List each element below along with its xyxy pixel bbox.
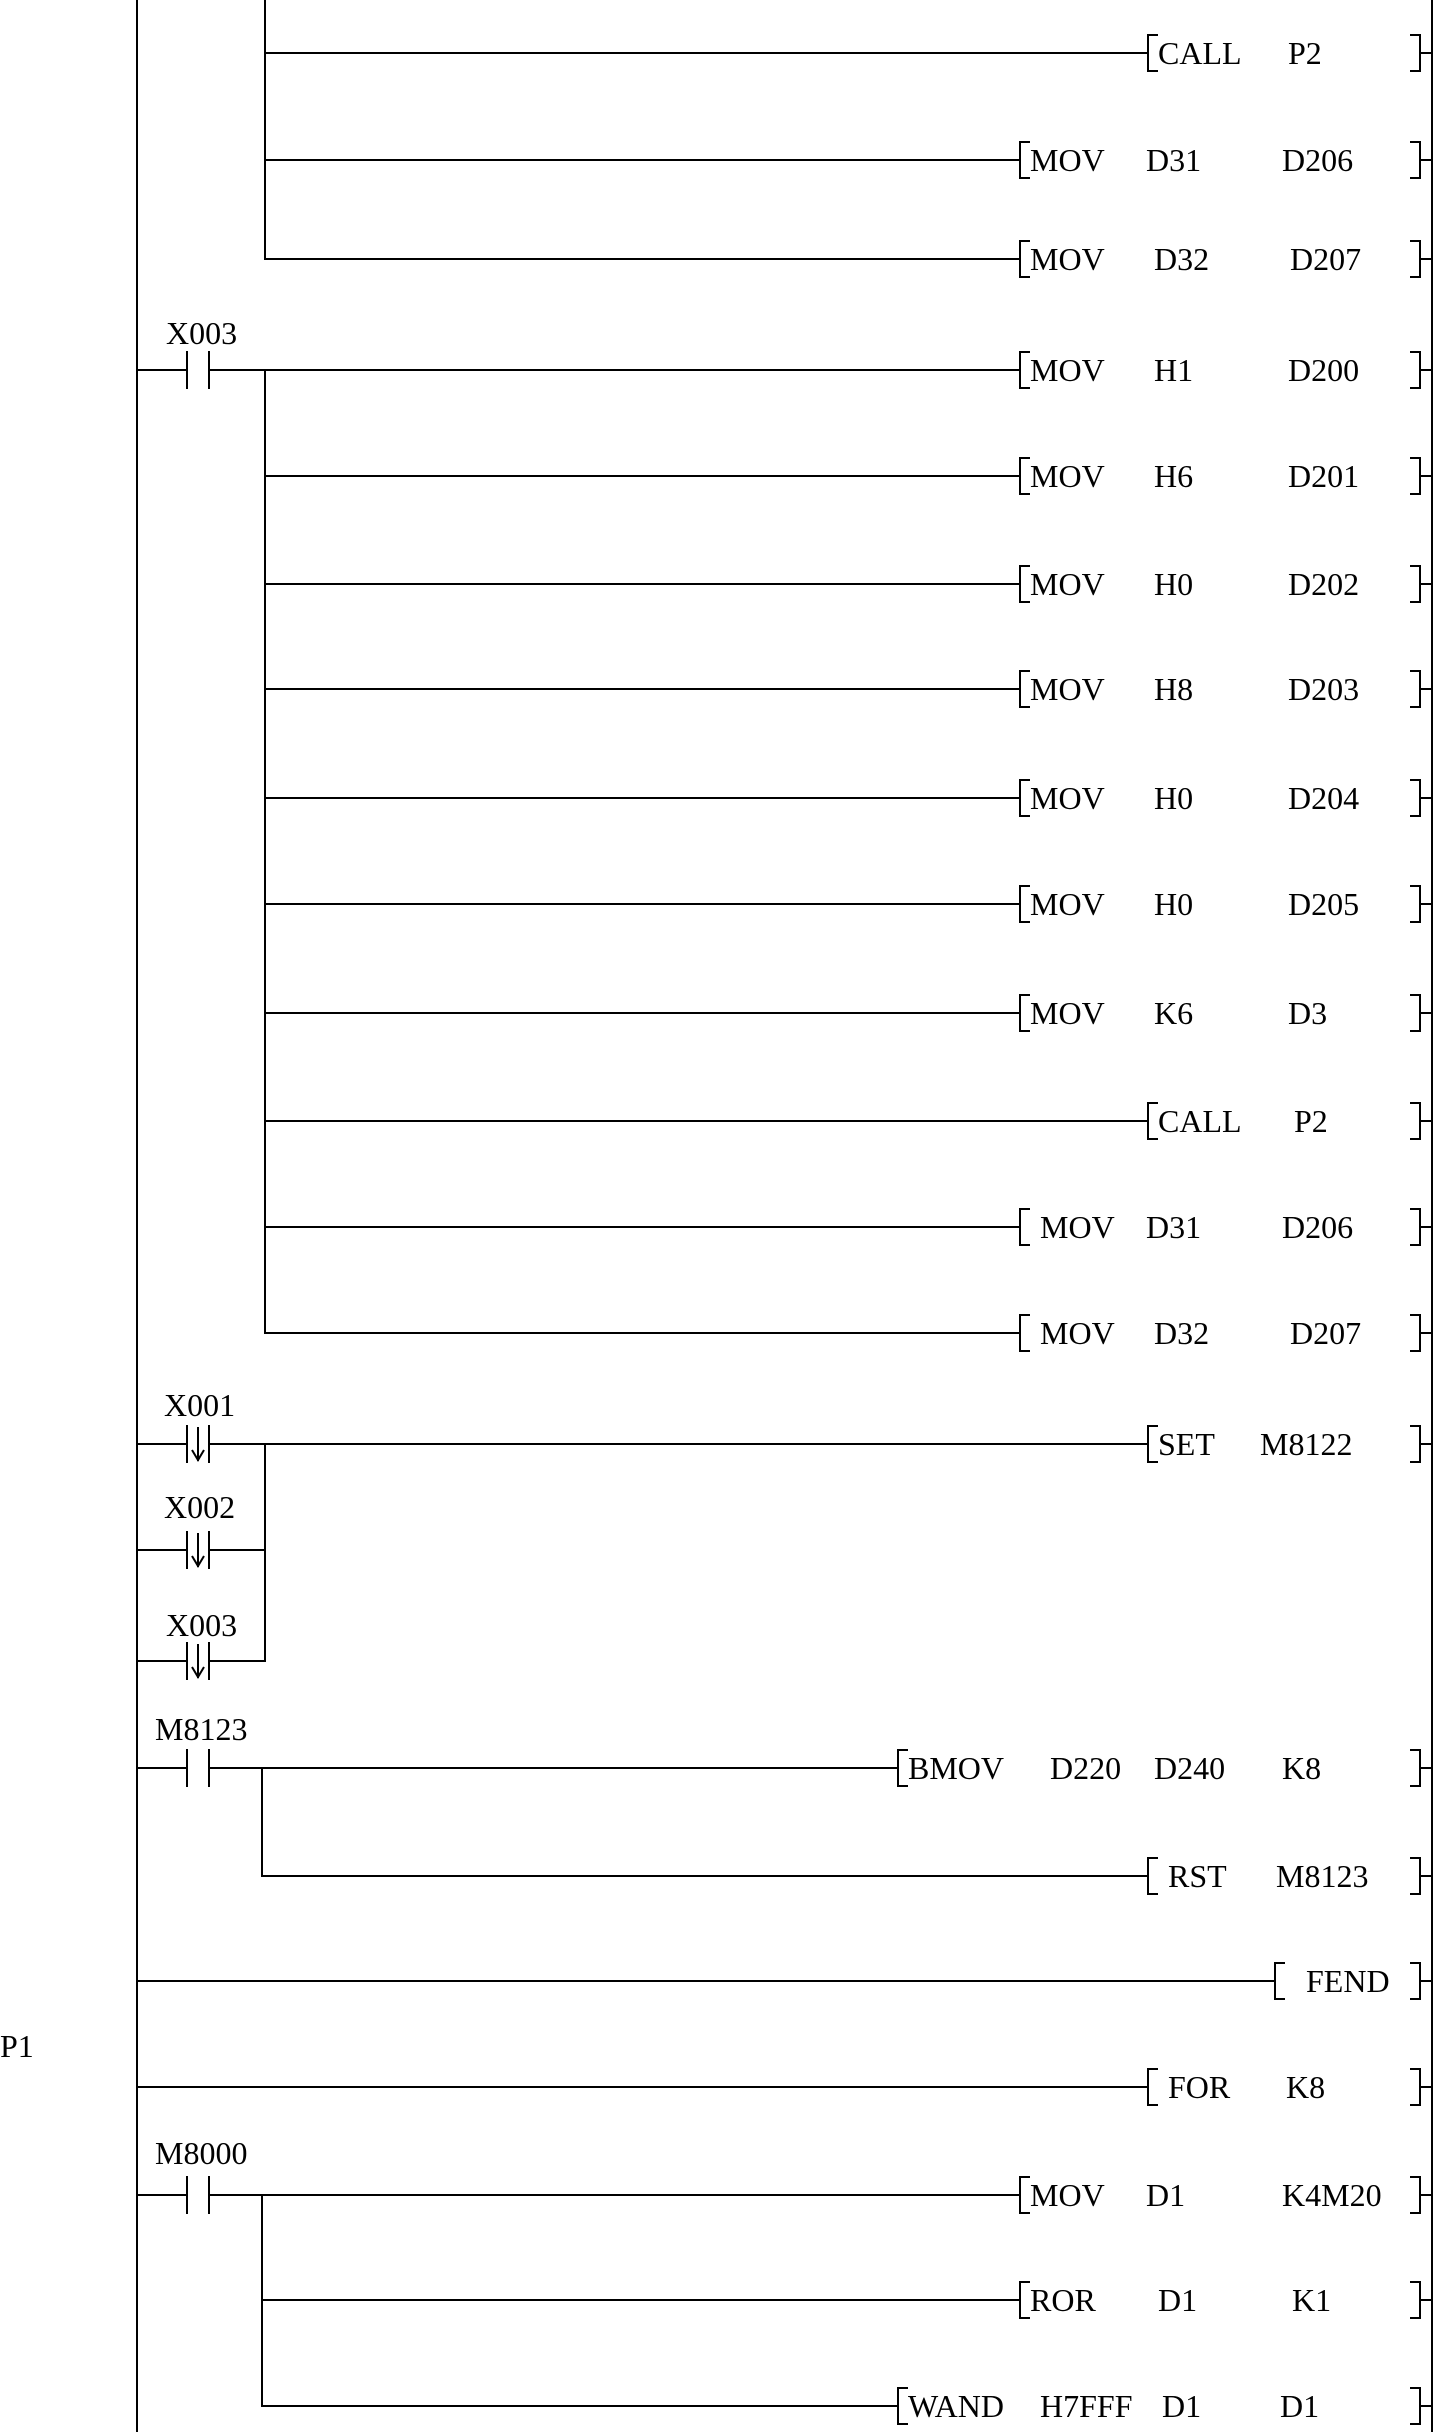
instruction-opcode: MOV <box>1030 566 1105 602</box>
instruction-opcode: MOV <box>1040 1315 1115 1351</box>
instruction-bracket-right <box>1410 1858 1432 1894</box>
instruction-bracket-left <box>1020 886 1030 922</box>
instruction-operand: K8 <box>1286 2069 1326 2105</box>
instruction-opcode: FEND <box>1306 1963 1390 1999</box>
instruction-opcode: MOV <box>1030 2177 1105 2213</box>
instruction-bracket-right <box>1410 352 1432 388</box>
instruction-operand: P2 <box>1288 35 1322 71</box>
instruction-wand <box>898 2388 1432 2424</box>
instruction-operand: D203 <box>1288 671 1360 707</box>
instruction-opcode: MOV <box>1030 886 1105 922</box>
instruction-rst <box>1148 1858 1432 1894</box>
instruction-operand: D31 <box>1146 142 1202 178</box>
instruction-mov <box>1020 886 1432 922</box>
instruction-bracket-right <box>1410 241 1432 277</box>
instruction-operand: D200 <box>1288 352 1360 388</box>
instruction-bracket-left <box>1020 352 1030 388</box>
instruction-mov <box>1020 995 1432 1031</box>
instruction-bracket-right <box>1410 2069 1432 2105</box>
instruction-operand: D32 <box>1154 241 1210 277</box>
instruction-operand: K4M20 <box>1282 2177 1382 2213</box>
instruction-mov <box>1020 1209 1432 1245</box>
instruction-opcode: ROR <box>1030 2282 1096 2318</box>
instruction-bracket-left <box>1020 1315 1030 1351</box>
instruction-operand: M8122 <box>1260 1426 1353 1462</box>
instruction-fend <box>1275 1963 1432 1999</box>
instruction-opcode: CALL <box>1158 1103 1242 1139</box>
instruction-mov <box>1020 671 1432 707</box>
contact-falling-edge <box>137 1532 265 1568</box>
contact-label: X003 <box>166 1607 238 1643</box>
instruction-bracket-right <box>1410 2388 1432 2424</box>
contact-no <box>137 1750 262 1786</box>
instruction-operand: H0 <box>1154 566 1194 602</box>
contact-label: M8000 <box>155 2135 248 2171</box>
instruction-operand: D205 <box>1288 886 1360 922</box>
instruction-operand: K1 <box>1292 2282 1332 2318</box>
instruction-opcode: MOV <box>1030 671 1105 707</box>
instruction-bracket-left <box>1275 1963 1285 1999</box>
instruction-bracket-left <box>1148 1858 1158 1894</box>
instruction-operand: K6 <box>1154 995 1194 1031</box>
instruction-opcode: MOV <box>1030 352 1105 388</box>
instruction-bracket-left <box>1020 2177 1030 2213</box>
instruction-operand: D240 <box>1154 1750 1226 1786</box>
instruction-bracket-left <box>1020 458 1030 494</box>
contact-falling-edge <box>137 1643 265 1679</box>
instruction-operand: D32 <box>1154 1315 1210 1351</box>
instruction-bracket-left <box>1148 1426 1158 1462</box>
instruction-bracket-right <box>1410 2282 1432 2318</box>
instruction-mov <box>1020 2177 1432 2213</box>
instruction-bracket-right <box>1410 1103 1432 1139</box>
instruction-opcode: MOV <box>1030 241 1105 277</box>
instruction-for <box>1148 2069 1432 2105</box>
instruction-opcode: FOR <box>1168 2069 1231 2105</box>
instruction-operand: H7FFF <box>1040 2388 1133 2424</box>
instruction-mov <box>1020 780 1432 816</box>
instruction-bracket-left <box>1020 241 1030 277</box>
instruction-bracket-left <box>1020 1209 1030 1245</box>
instruction-operand: H6 <box>1154 458 1194 494</box>
instruction-bracket-right <box>1410 1426 1432 1462</box>
instruction-bracket-right <box>1410 458 1432 494</box>
instruction-bracket-left <box>1148 2069 1158 2105</box>
instruction-bracket-right <box>1410 1963 1432 1999</box>
instruction-operand: D207 <box>1290 1315 1362 1351</box>
instruction-mov <box>1020 142 1432 178</box>
instruction-bracket-left <box>1020 142 1030 178</box>
instruction-bmov <box>898 1750 1432 1786</box>
instruction-opcode: MOV <box>1030 142 1105 178</box>
instruction-opcode: MOV <box>1030 995 1105 1031</box>
instruction-bracket-left <box>1148 35 1158 71</box>
instruction-set <box>1148 1426 1432 1462</box>
instruction-opcode: BMOV <box>908 1750 1005 1786</box>
instruction-bracket-left <box>1148 1103 1158 1139</box>
instruction-bracket-right <box>1410 995 1432 1031</box>
instruction-opcode: MOV <box>1030 458 1105 494</box>
instruction-opcode: RST <box>1168 1858 1227 1894</box>
instruction-operand: D3 <box>1288 995 1328 1031</box>
instruction-bracket-left <box>1020 566 1030 602</box>
instruction-opcode: CALL <box>1158 35 1242 71</box>
instruction-bracket-right <box>1410 1315 1432 1351</box>
instruction-operand: P2 <box>1294 1103 1328 1139</box>
instruction-call <box>1148 35 1432 71</box>
instruction-bracket-right <box>1410 886 1432 922</box>
instruction-bracket-right <box>1410 566 1432 602</box>
instruction-operand: D1 <box>1280 2388 1320 2424</box>
instruction-opcode: MOV <box>1030 780 1105 816</box>
contact-label: M8123 <box>155 1711 248 1747</box>
instruction-operand: H0 <box>1154 780 1194 816</box>
instruction-call <box>1148 1103 1432 1139</box>
instruction-operand: D204 <box>1288 780 1360 816</box>
instruction-operand: D201 <box>1288 458 1360 494</box>
instruction-operand: D202 <box>1288 566 1360 602</box>
instruction-operand: D1 <box>1158 2282 1198 2318</box>
contact-no <box>137 2177 262 2213</box>
instruction-operand: D207 <box>1290 241 1362 277</box>
instruction-bracket-right <box>1410 780 1432 816</box>
contact-label: X001 <box>164 1387 236 1423</box>
instruction-bracket-left <box>1020 2282 1030 2318</box>
instruction-bracket-right <box>1410 142 1432 178</box>
instruction-mov <box>1020 241 1432 277</box>
instruction-bracket-left <box>898 1750 908 1786</box>
pointer-label: P1 <box>0 2028 34 2064</box>
instruction-bracket-left <box>1020 780 1030 816</box>
instruction-operand: H8 <box>1154 671 1194 707</box>
instruction-bracket-left <box>1020 671 1030 707</box>
instruction-operand: D31 <box>1146 1209 1202 1245</box>
instruction-bracket-right <box>1410 2177 1432 2213</box>
instruction-operand: D220 <box>1050 1750 1122 1786</box>
instruction-operand: M8123 <box>1276 1858 1369 1894</box>
instruction-mov <box>1020 352 1432 388</box>
instruction-layer <box>898 35 1432 2424</box>
instruction-bracket-right <box>1410 1209 1432 1245</box>
instruction-mov <box>1020 566 1432 602</box>
instruction-bracket-right <box>1410 1750 1432 1786</box>
contact-falling-edge <box>137 1426 265 1462</box>
instruction-bracket-left <box>1020 995 1030 1031</box>
instruction-bracket-right <box>1410 671 1432 707</box>
instruction-ror <box>1020 2282 1432 2318</box>
instruction-operand: D206 <box>1282 142 1354 178</box>
contact-label: X003 <box>166 315 238 351</box>
contact-label: X002 <box>164 1489 236 1525</box>
instruction-opcode: MOV <box>1040 1209 1115 1245</box>
instruction-opcode: WAND <box>908 2388 1004 2424</box>
instruction-operand: D206 <box>1282 1209 1354 1245</box>
instruction-operand: H0 <box>1154 886 1194 922</box>
instruction-opcode: SET <box>1158 1426 1215 1462</box>
instruction-operand: D1 <box>1146 2177 1186 2213</box>
instruction-mov <box>1020 458 1432 494</box>
instruction-mov <box>1020 1315 1432 1351</box>
contact-no <box>137 352 265 388</box>
instruction-bracket-left <box>898 2388 908 2424</box>
instruction-operand: D1 <box>1162 2388 1202 2424</box>
instruction-operand: K8 <box>1282 1750 1322 1786</box>
instruction-operand: H1 <box>1154 352 1194 388</box>
instruction-bracket-right <box>1410 35 1432 71</box>
